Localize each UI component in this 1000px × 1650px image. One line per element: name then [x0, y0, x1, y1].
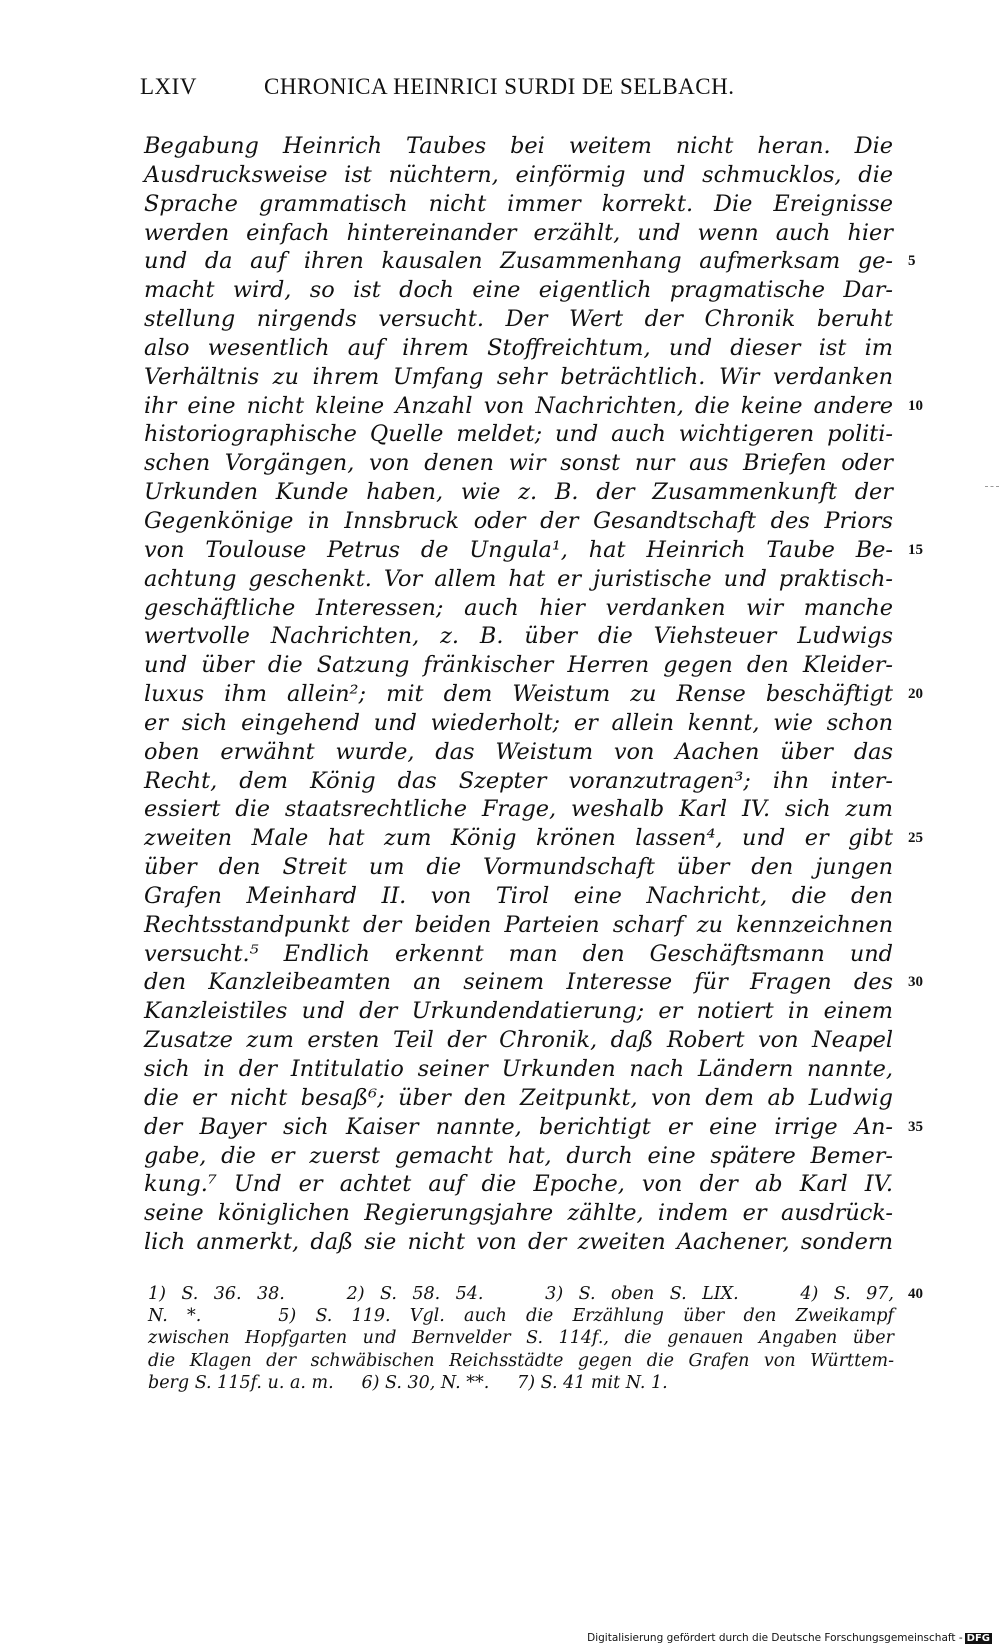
footnote-line-content: 1) S. 36. 38. 2) S. 58. 54. 3) S. oben S. LIX. 4) S. 97,	[148, 1284, 894, 1304]
text-line	[144, 1228, 894, 1257]
text-line-content: versucht.⁵ Endlich erkennt man den Geschäftsmann und	[144, 940, 893, 967]
text-line	[144, 594, 894, 623]
line-number: 20	[908, 686, 923, 703]
margin-mark	[985, 486, 999, 487]
text-line	[144, 651, 894, 680]
text-line	[144, 190, 894, 219]
text-line	[144, 709, 894, 738]
text-line-content: Sprache grammatisch nicht immer korrekt. Die Ereignisse	[144, 190, 893, 217]
footnote-line	[148, 1327, 894, 1349]
text-line	[144, 219, 894, 248]
line-number: 25	[908, 830, 923, 847]
text-line-content: kung.⁷ Und er achtet auf die Epoche, von der ab Karl IV.	[144, 1171, 893, 1198]
text-line-content: Begabung Heinrich Taubes bei weitem nicht heran. Die	[144, 133, 893, 159]
text-line-content: und über die Satzung fränkischer Herren gegen den Kleider-	[144, 652, 893, 679]
text-line	[144, 305, 894, 334]
text-line	[144, 1055, 894, 1084]
text-line-content: wertvolle Nachrichten, z. B. über die Viehsteuer Ludwigs	[144, 623, 893, 650]
text-line	[144, 622, 894, 651]
text-line-content: über den Streit um die Vormundschaft über den jungen	[144, 854, 893, 881]
text-line	[144, 1199, 894, 1228]
text-line-content: macht wird, so ist doch eine eigentlich pragmatische Dar-	[144, 277, 893, 304]
text-line-content: historiographische Quelle meldet; und auch wichtigeren politi-	[144, 421, 893, 448]
line-number: 40	[908, 1286, 923, 1302]
text-line	[144, 392, 923, 421]
digitization-credit	[587, 1632, 992, 1644]
footnote-line	[148, 1350, 894, 1372]
text-line	[144, 1084, 894, 1113]
line-number: 30	[908, 974, 923, 991]
text-line	[144, 882, 894, 911]
text-line	[144, 997, 894, 1026]
footnote-line-content: N. *. 5) S. 119. Vgl. auch die Erzählung über den Zweikampf	[148, 1306, 894, 1327]
text-line	[144, 507, 894, 536]
text-line-content: Zusatze zum ersten Teil der Chronik, daß Robert von Neapel	[144, 1027, 893, 1054]
text-line	[144, 767, 894, 796]
text-line	[144, 1170, 894, 1199]
text-line-content: Urkunden Kunde haben, wie z. B. der Zusammenkunft der	[144, 479, 893, 506]
text-line	[144, 940, 894, 969]
text-line-content: Gegenkönige in Innsbruck oder der Gesandtschaft des Priors	[144, 507, 893, 534]
text-line	[144, 824, 923, 853]
body-text	[144, 132, 923, 1257]
text-line-content: er sich eingehend und wiederholt; er allein kennt, wie schon	[144, 709, 893, 736]
text-line-content: Verhältnis zu ihrem Umfang sehr beträchtlich. Wir verdanken	[144, 363, 893, 390]
text-line	[144, 565, 894, 594]
text-line	[144, 680, 923, 709]
text-line	[144, 795, 894, 824]
text-line-content: den Kanzleibeamten an seinem Interesse für Fragen des	[144, 969, 893, 996]
text-line	[144, 738, 894, 767]
text-line-content: werden einfach hintereinander erzählt, und wenn auch hier	[144, 219, 893, 246]
line-number: 35	[908, 1118, 923, 1135]
text-line-content: ihr eine nicht kleine Anzahl von Nachrichten, die keine andere	[144, 392, 893, 419]
text-line	[144, 478, 894, 507]
footnote-line	[148, 1283, 923, 1305]
line-number: 5	[908, 253, 916, 270]
footnote-line	[148, 1372, 894, 1394]
footnotes	[148, 1283, 923, 1394]
text-line	[144, 247, 916, 276]
text-line-content: achtung geschenkt. Vor allem hat er juristische und praktisch-	[144, 565, 893, 592]
footnote-line	[148, 1305, 894, 1327]
credit-text: Digitalisierung gefördert durch die Deutsche Forschungsgemeinschaft -	[587, 1632, 963, 1644]
text-line-content: Ausdrucksweise ist nüchtern, einförmig und schmucklos, die	[144, 161, 893, 188]
text-line-content: zweiten Male hat zum König krönen lassen⁴, und er gibt	[144, 825, 893, 852]
text-line	[144, 1026, 894, 1055]
text-line-content: stellung nirgends versucht. Der Wert der Chronik beruht	[144, 306, 893, 333]
text-line-content: also wesentlich auf ihrem Stoffreichtum, und dieser ist im	[144, 334, 893, 361]
text-line-content: gabe, die er zuerst gemacht hat, durch eine spätere Bemer-	[144, 1142, 893, 1169]
text-line-content: und da auf ihren kausalen Zusammenhang aufmerksam ge-	[144, 248, 893, 275]
text-line	[144, 363, 894, 392]
text-line	[144, 536, 923, 565]
text-line	[144, 1113, 923, 1142]
text-line	[144, 1142, 894, 1171]
text-line-content: Kanzleistiles und der Urkundendatierung; er notiert in einem	[144, 998, 893, 1025]
text-line-content: der Bayer sich Kaiser nannte, berichtigt er eine irrige An-	[144, 1113, 893, 1140]
footnote-line-content: die Klagen der schwäbischen Reichsstädte gegen die Grafen von Württem-	[148, 1350, 894, 1371]
text-line	[144, 853, 894, 882]
text-line	[144, 132, 894, 161]
text-line	[144, 449, 894, 478]
footnote-line-content: zwischen Hopfgarten und Bernvelder S. 114f., die genauen Angaben über	[148, 1328, 894, 1349]
text-line-content: lich anmerkt, daß sie nicht von der zweiten Aachener, sondern	[144, 1229, 893, 1256]
footnote-line-content: berg S. 115f. u. a. m. 6) S. 30, N. **. 7) S. 41 mit N. 1.	[148, 1372, 668, 1393]
text-line-content: Grafen Meinhard II. von Tirol eine Nachricht, die den	[144, 882, 893, 909]
text-line-content: seine königlichen Regierungsjahre zählte, indem er ausdrück-	[144, 1200, 893, 1227]
text-line-content: geschäftliche Interessen; auch hier verdanken wir manche	[144, 594, 893, 621]
text-line	[144, 334, 894, 363]
text-line-content: von Toulouse Petrus de Ungula¹, hat Heinrich Taube Be-	[144, 536, 893, 563]
text-line-content: luxus ihm allein²; mit dem Weistum zu Rense beschäftigt	[144, 681, 893, 708]
text-line-content: die er nicht besaß⁶; über den Zeitpunkt, von dem ab Ludwig	[144, 1084, 893, 1111]
text-line	[144, 276, 894, 305]
dfg-logo: DFG	[966, 1633, 990, 1644]
page-number: LXIV	[140, 74, 197, 99]
text-line-content: oben erwähnt wurde, das Weistum von Aachen über das	[144, 738, 893, 765]
text-line	[144, 911, 894, 940]
running-title: CHRONICA HEINRICI SURDI DE SELBACH.	[264, 74, 735, 99]
text-line-content: sich in der Intitulatio seiner Urkunden nach Ländern nannte,	[144, 1056, 893, 1082]
text-line-content: Recht, dem König das Szepter voranzutragen³; ihn inter-	[144, 767, 893, 794]
text-line	[144, 161, 894, 190]
text-line-content: Rechtsstandpunkt der beiden Parteien scharf zu kennzeichnen	[144, 911, 893, 938]
line-number: 15	[908, 541, 923, 558]
text-line-content: schen Vorgängen, von denen wir sonst nur aus Briefen oder	[144, 450, 893, 477]
text-line	[144, 968, 923, 997]
text-line-content: essiert die staatsrechtliche Frage, weshalb Karl IV. sich zum	[144, 796, 893, 823]
line-number: 10	[908, 397, 923, 414]
text-line	[144, 420, 894, 449]
